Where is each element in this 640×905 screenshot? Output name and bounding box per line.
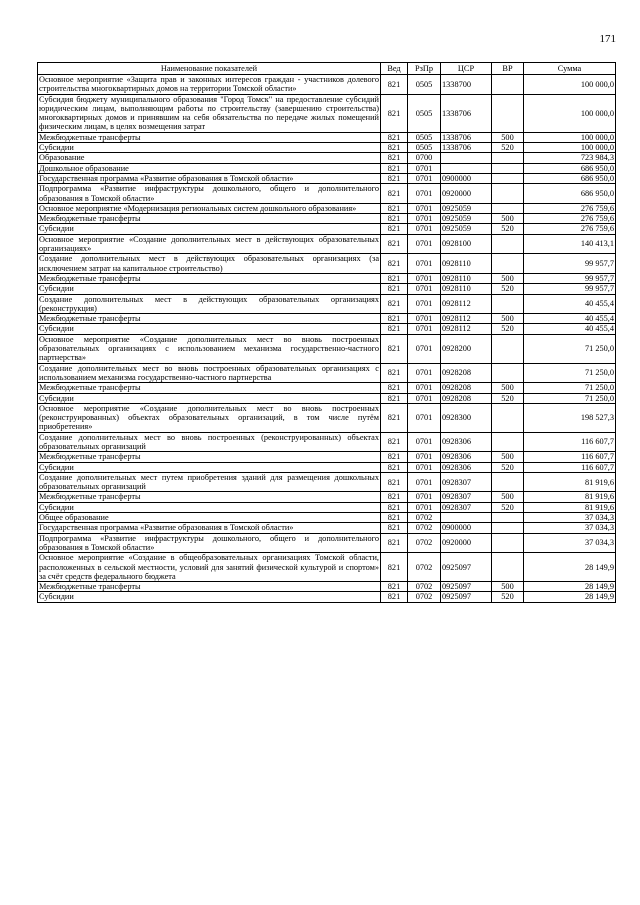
cell-vr bbox=[492, 472, 524, 492]
cell-ved: 821 bbox=[381, 533, 408, 553]
cell-name: Межбюджетные трансферты bbox=[38, 452, 381, 462]
cell-ved: 821 bbox=[381, 203, 408, 213]
cell-ved: 821 bbox=[381, 284, 408, 294]
cell-csr: 0925097 bbox=[441, 592, 492, 602]
cell-sum: 140 413,1 bbox=[524, 234, 616, 254]
cell-sum: 40 455,4 bbox=[524, 294, 616, 314]
table-row bbox=[38, 502, 616, 512]
table-row bbox=[38, 492, 616, 502]
cell-name: Основное мероприятие «Защита прав и законных интересов граждан - участников долевого строительства многоквартирных домов на территории Томской области» bbox=[39, 75, 379, 94]
cell-csr: 0925059 bbox=[441, 224, 492, 234]
cell-rzpr: 0701 bbox=[408, 163, 441, 173]
table-row bbox=[38, 203, 616, 213]
cell-rzpr: 0702 bbox=[408, 592, 441, 602]
cell-rzpr: 0702 bbox=[408, 523, 441, 533]
cell-name: Субсидии bbox=[38, 284, 381, 294]
cell-name: Субсидии bbox=[38, 224, 381, 234]
cell-csr: 0928208 bbox=[441, 383, 492, 393]
cell-csr: 0928300 bbox=[441, 403, 492, 432]
table-row bbox=[38, 153, 616, 163]
cell-csr: 0928110 bbox=[441, 284, 492, 294]
cell-name: Создание дополнительных мест во вновь построенных образовательных организациях с использованием механизма государственно-частного партнерства bbox=[39, 363, 379, 382]
table-row bbox=[38, 452, 616, 462]
cell-vr: 500 bbox=[492, 273, 524, 283]
cell-sum: 28 149,9 bbox=[524, 553, 616, 582]
cell-rzpr: 0701 bbox=[408, 393, 441, 403]
cell-csr: 0928100 bbox=[441, 234, 492, 254]
table-row bbox=[38, 184, 616, 204]
cell-ved: 821 bbox=[381, 393, 408, 403]
cell-name: Подпрограмма «Развитие инфраструктуры дошкольного, общего и дополнительного образования в Томской области» bbox=[39, 533, 379, 552]
cell-name: Субсидии bbox=[38, 143, 381, 153]
cell-rzpr: 0701 bbox=[408, 383, 441, 393]
cell-name: Субсидия бюджету муниципального образования "Город Томск" на предоставление субсидий юридическим лицам, выполняющим работы по строительству (завершению строительства) многоквартирных домов и принявшим на себя обязательства по передаче жилых помещений физическим лицам, в целях возмещения затрат bbox=[39, 94, 379, 132]
table-row bbox=[38, 533, 616, 553]
cell-ved: 821 bbox=[381, 163, 408, 173]
cell-csr: 0928112 bbox=[441, 294, 492, 314]
cell-csr: 0928306 bbox=[441, 432, 492, 452]
table-row bbox=[38, 432, 616, 452]
table-row bbox=[38, 393, 616, 403]
cell-name: Межбюджетные трансферты bbox=[38, 582, 381, 592]
budget-table bbox=[37, 62, 616, 603]
cell-rzpr: 0701 bbox=[408, 334, 441, 363]
cell-ved: 821 bbox=[381, 214, 408, 224]
cell-csr: 0920000 bbox=[441, 533, 492, 553]
cell-csr: 0928200 bbox=[441, 334, 492, 363]
table-row bbox=[38, 462, 616, 472]
cell-csr: 0928110 bbox=[441, 273, 492, 283]
cell-vr: 500 bbox=[492, 452, 524, 462]
cell-name: Подпрограмма «Развитие инфраструктуры дошкольного, общего и дополнительного образования в Томской области» bbox=[39, 184, 379, 203]
cell-ved: 821 bbox=[381, 403, 408, 432]
cell-rzpr: 0701 bbox=[408, 273, 441, 283]
cell-vr bbox=[492, 294, 524, 314]
cell-ved: 821 bbox=[381, 492, 408, 502]
cell-sum: 37 034,3 bbox=[524, 523, 616, 533]
cell-csr: 0928112 bbox=[441, 324, 492, 334]
cell-csr: 0928307 bbox=[441, 492, 492, 502]
cell-vr: 520 bbox=[492, 143, 524, 153]
cell-ved: 821 bbox=[381, 94, 408, 132]
cell-rzpr: 0701 bbox=[408, 403, 441, 432]
table-row bbox=[38, 132, 616, 142]
cell-vr: 520 bbox=[492, 324, 524, 334]
cell-ved: 821 bbox=[381, 254, 408, 274]
cell-rzpr: 0505 bbox=[408, 143, 441, 153]
cell-rzpr: 0701 bbox=[408, 502, 441, 512]
cell-csr bbox=[441, 153, 492, 163]
cell-name: Субсидии bbox=[38, 393, 381, 403]
cell-vr bbox=[492, 184, 524, 204]
cell-ved: 821 bbox=[381, 502, 408, 512]
cell-name: Межбюджетные трансферты bbox=[38, 383, 381, 393]
cell-name: Межбюджетные трансферты bbox=[38, 273, 381, 283]
cell-sum: 100 000,0 bbox=[524, 94, 616, 132]
cell-name: Межбюджетные трансферты bbox=[38, 492, 381, 502]
cell-sum: 99 957,7 bbox=[524, 284, 616, 294]
table-row bbox=[38, 363, 616, 383]
table-row bbox=[38, 214, 616, 224]
cell-vr bbox=[492, 432, 524, 452]
cell-ved: 821 bbox=[381, 324, 408, 334]
header-rzpr: РзПр bbox=[408, 63, 441, 75]
table-row bbox=[38, 94, 616, 132]
cell-ved: 821 bbox=[381, 75, 408, 95]
cell-name: Субсидии bbox=[38, 592, 381, 602]
table-row bbox=[38, 234, 616, 254]
cell-vr bbox=[492, 173, 524, 183]
header-csr: ЦСР bbox=[441, 63, 492, 75]
table-header-row bbox=[38, 63, 616, 75]
cell-vr: 520 bbox=[492, 462, 524, 472]
cell-sum: 81 919,6 bbox=[524, 502, 616, 512]
header-ved: Вед bbox=[381, 63, 408, 75]
cell-name: Основное мероприятие «Создание в общеобразовательных организациях Томской области, расположенных в сельской местности, условий для занятий физической культурой и спортом» за счёт средств федерального бюджета bbox=[39, 553, 379, 581]
cell-rzpr: 0702 bbox=[408, 553, 441, 582]
cell-vr bbox=[492, 75, 524, 95]
cell-vr bbox=[492, 403, 524, 432]
cell-ved: 821 bbox=[381, 334, 408, 363]
cell-vr bbox=[492, 553, 524, 582]
cell-ved: 821 bbox=[381, 224, 408, 234]
cell-csr: 0920000 bbox=[441, 184, 492, 204]
cell-name: Создание дополнительных мест в действующих образовательных организациях (за исключением затрат на капитальное строительство) bbox=[39, 254, 379, 273]
cell-sum: 37 034,3 bbox=[524, 533, 616, 553]
cell-rzpr: 0701 bbox=[408, 324, 441, 334]
cell-vr bbox=[492, 334, 524, 363]
table-row bbox=[38, 173, 616, 183]
cell-sum: 71 250,0 bbox=[524, 393, 616, 403]
cell-sum: 100 000,0 bbox=[524, 75, 616, 95]
table-row bbox=[38, 472, 616, 492]
cell-csr: 0928306 bbox=[441, 462, 492, 472]
cell-sum: 40 455,4 bbox=[524, 314, 616, 324]
cell-name: Межбюджетные трансферты bbox=[38, 214, 381, 224]
cell-vr bbox=[492, 203, 524, 213]
page-number: 171 bbox=[599, 33, 616, 45]
header-vr: ВР bbox=[492, 63, 524, 75]
cell-vr bbox=[492, 153, 524, 163]
cell-csr: 1338706 bbox=[441, 132, 492, 142]
table-row bbox=[38, 523, 616, 533]
cell-csr: 0900000 bbox=[441, 173, 492, 183]
cell-name: Дошкольное образование bbox=[38, 163, 381, 173]
table-row bbox=[38, 513, 616, 523]
cell-sum: 116 607,7 bbox=[524, 462, 616, 472]
cell-ved: 821 bbox=[381, 582, 408, 592]
cell-name: Основное мероприятие «Модернизация региональных систем дошкольного образования» bbox=[38, 203, 381, 213]
cell-sum: 28 149,9 bbox=[524, 582, 616, 592]
cell-csr: 0925059 bbox=[441, 214, 492, 224]
cell-csr bbox=[441, 163, 492, 173]
cell-vr bbox=[492, 254, 524, 274]
cell-name: Субсидии bbox=[38, 502, 381, 512]
cell-csr: 0928110 bbox=[441, 254, 492, 274]
cell-rzpr: 0701 bbox=[408, 432, 441, 452]
cell-ved: 821 bbox=[381, 173, 408, 183]
cell-sum: 71 250,0 bbox=[524, 363, 616, 383]
cell-sum: 276 759,6 bbox=[524, 203, 616, 213]
cell-rzpr: 0701 bbox=[408, 224, 441, 234]
cell-ved: 821 bbox=[381, 234, 408, 254]
table-row bbox=[38, 553, 616, 582]
table-row bbox=[38, 75, 616, 95]
cell-rzpr: 0701 bbox=[408, 492, 441, 502]
cell-vr bbox=[492, 363, 524, 383]
cell-ved: 821 bbox=[381, 592, 408, 602]
cell-ved: 821 bbox=[381, 452, 408, 462]
cell-sum: 100 000,0 bbox=[524, 143, 616, 153]
cell-csr: 1338700 bbox=[441, 75, 492, 95]
cell-sum: 276 759,6 bbox=[524, 214, 616, 224]
cell-ved: 821 bbox=[381, 523, 408, 533]
cell-sum: 116 607,7 bbox=[524, 452, 616, 462]
table-row bbox=[38, 284, 616, 294]
cell-name: Образование bbox=[38, 153, 381, 163]
cell-csr: 0928307 bbox=[441, 502, 492, 512]
cell-ved: 821 bbox=[381, 383, 408, 393]
cell-sum: 37 034,3 bbox=[524, 513, 616, 523]
cell-rzpr: 0701 bbox=[408, 472, 441, 492]
cell-csr: 0928208 bbox=[441, 363, 492, 383]
table-row bbox=[38, 592, 616, 602]
cell-rzpr: 0702 bbox=[408, 513, 441, 523]
table-row bbox=[38, 403, 616, 432]
cell-csr bbox=[441, 513, 492, 523]
cell-vr bbox=[492, 163, 524, 173]
cell-sum: 81 919,6 bbox=[524, 492, 616, 502]
cell-name: Создание дополнительных мест во вновь построенных (реконструированных) объектах образовательных организаций bbox=[39, 432, 379, 451]
cell-csr: 0925097 bbox=[441, 553, 492, 582]
cell-ved: 821 bbox=[381, 314, 408, 324]
cell-sum: 116 607,7 bbox=[524, 432, 616, 452]
cell-csr: 0928306 bbox=[441, 452, 492, 462]
cell-name: Государственная программа «Развитие образования в Томской области» bbox=[38, 523, 381, 533]
cell-vr: 520 bbox=[492, 224, 524, 234]
cell-rzpr: 0701 bbox=[408, 214, 441, 224]
table-row bbox=[38, 294, 616, 314]
cell-csr: 0928307 bbox=[441, 472, 492, 492]
cell-name: Субсидии bbox=[38, 324, 381, 334]
table-row bbox=[38, 273, 616, 283]
cell-sum: 723 984,3 bbox=[524, 153, 616, 163]
cell-ved: 821 bbox=[381, 184, 408, 204]
cell-sum: 40 455,4 bbox=[524, 324, 616, 334]
cell-sum: 100 000,0 bbox=[524, 132, 616, 142]
cell-ved: 821 bbox=[381, 143, 408, 153]
cell-name: Межбюджетные трансферты bbox=[38, 132, 381, 142]
cell-vr bbox=[492, 94, 524, 132]
cell-sum: 99 957,7 bbox=[524, 254, 616, 274]
header-name: Наименование показателей bbox=[38, 63, 381, 75]
cell-vr: 520 bbox=[492, 393, 524, 403]
cell-ved: 821 bbox=[381, 273, 408, 283]
cell-name: Основное мероприятие «Создание дополнительных мест во вновь построенных образовательных организациях с использованием механизма государственно-частного партнерства» bbox=[39, 334, 379, 363]
cell-rzpr: 0702 bbox=[408, 533, 441, 553]
cell-sum: 81 919,6 bbox=[524, 472, 616, 492]
cell-ved: 821 bbox=[381, 153, 408, 163]
cell-sum: 71 250,0 bbox=[524, 334, 616, 363]
cell-sum: 686 950,0 bbox=[524, 173, 616, 183]
cell-csr: 1338706 bbox=[441, 94, 492, 132]
cell-vr: 500 bbox=[492, 492, 524, 502]
cell-sum: 99 957,7 bbox=[524, 273, 616, 283]
cell-csr: 0900000 bbox=[441, 523, 492, 533]
cell-ved: 821 bbox=[381, 553, 408, 582]
cell-vr: 500 bbox=[492, 214, 524, 224]
cell-vr bbox=[492, 523, 524, 533]
cell-vr: 500 bbox=[492, 383, 524, 393]
cell-rzpr: 0702 bbox=[408, 582, 441, 592]
table-row bbox=[38, 224, 616, 234]
table-row bbox=[38, 314, 616, 324]
cell-ved: 821 bbox=[381, 363, 408, 383]
cell-rzpr: 0701 bbox=[408, 254, 441, 274]
cell-ved: 821 bbox=[381, 462, 408, 472]
cell-rzpr: 0701 bbox=[408, 184, 441, 204]
cell-name: Создание дополнительных мест путем приобретения зданий для размещения дошкольных образовательных организаций bbox=[39, 472, 379, 492]
cell-sum: 276 759,6 bbox=[524, 224, 616, 234]
cell-ved: 821 bbox=[381, 513, 408, 523]
cell-sum: 198 527,3 bbox=[524, 403, 616, 432]
table-row bbox=[38, 582, 616, 592]
cell-vr bbox=[492, 533, 524, 553]
cell-rzpr: 0505 bbox=[408, 75, 441, 95]
cell-name: Субсидии bbox=[38, 462, 381, 472]
cell-rzpr: 0701 bbox=[408, 203, 441, 213]
cell-rzpr: 0701 bbox=[408, 363, 441, 383]
cell-rzpr: 0701 bbox=[408, 314, 441, 324]
cell-name: Основное мероприятие «Создание дополнительных мест в действующих образовательных организациях» bbox=[39, 234, 379, 254]
cell-rzpr: 0701 bbox=[408, 234, 441, 254]
cell-csr: 0928208 bbox=[441, 393, 492, 403]
table-row bbox=[38, 143, 616, 153]
cell-ved: 821 bbox=[381, 432, 408, 452]
cell-rzpr: 0700 bbox=[408, 153, 441, 163]
cell-vr: 520 bbox=[492, 592, 524, 602]
cell-name: Создание дополнительных мест в действующих образовательных организациях (реконструкция) bbox=[39, 294, 379, 313]
cell-csr: 1338706 bbox=[441, 143, 492, 153]
cell-name: Общее образование bbox=[38, 513, 381, 523]
cell-rzpr: 0505 bbox=[408, 132, 441, 142]
cell-csr: 0928112 bbox=[441, 314, 492, 324]
cell-csr: 0925097 bbox=[441, 582, 492, 592]
table-row bbox=[38, 254, 616, 274]
cell-vr: 520 bbox=[492, 284, 524, 294]
cell-rzpr: 0701 bbox=[408, 284, 441, 294]
cell-vr bbox=[492, 234, 524, 254]
cell-ved: 821 bbox=[381, 132, 408, 142]
table-row bbox=[38, 383, 616, 393]
cell-name: Государственная программа «Развитие образования в Томской области» bbox=[38, 173, 381, 183]
cell-sum: 686 950,0 bbox=[524, 184, 616, 204]
cell-rzpr: 0701 bbox=[408, 173, 441, 183]
cell-name: Основное мероприятие «Создание дополнительных мест во вновь построенных (реконструированных) объектах образовательных организаций, в том числе путём приобретения» bbox=[39, 403, 379, 432]
cell-vr: 500 bbox=[492, 132, 524, 142]
cell-sum: 28 149,9 bbox=[524, 592, 616, 602]
cell-vr: 520 bbox=[492, 502, 524, 512]
table-body bbox=[38, 75, 616, 603]
cell-ved: 821 bbox=[381, 472, 408, 492]
cell-name: Межбюджетные трансферты bbox=[38, 314, 381, 324]
header-sum: Сумма bbox=[524, 63, 616, 75]
table-row bbox=[38, 324, 616, 334]
table-row bbox=[38, 334, 616, 363]
cell-vr bbox=[492, 513, 524, 523]
cell-rzpr: 0701 bbox=[408, 294, 441, 314]
cell-vr: 500 bbox=[492, 314, 524, 324]
cell-rzpr: 0701 bbox=[408, 462, 441, 472]
cell-csr: 0925059 bbox=[441, 203, 492, 213]
cell-sum: 686 950,0 bbox=[524, 163, 616, 173]
cell-rzpr: 0701 bbox=[408, 452, 441, 462]
cell-vr: 500 bbox=[492, 582, 524, 592]
cell-rzpr: 0505 bbox=[408, 94, 441, 132]
cell-ved: 821 bbox=[381, 294, 408, 314]
cell-sum: 71 250,0 bbox=[524, 383, 616, 393]
table-row bbox=[38, 163, 616, 173]
